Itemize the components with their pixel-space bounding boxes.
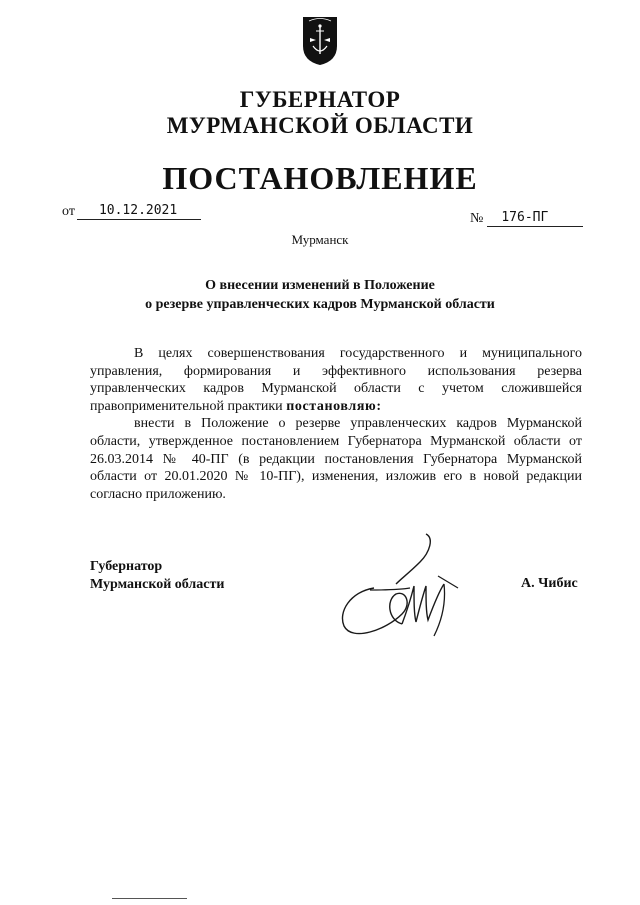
document-date: 10.12.2021 — [77, 203, 201, 220]
footer-line — [112, 898, 187, 899]
city: Мурманск — [291, 232, 349, 247]
signer-name: А. Чибис — [521, 576, 578, 591]
decree-keyword: постановляю: — [286, 398, 382, 414]
number-field — [470, 210, 583, 227]
document-number: 176-ПГ — [487, 210, 583, 227]
coat-of-arms-icon — [302, 16, 338, 66]
signatory-title — [90, 558, 224, 594]
authority-region: МУРМАНСКОЙ ОБЛАСТИ — [166, 113, 474, 138]
date-prefix: от — [62, 204, 75, 219]
number-sign: № — [470, 211, 484, 226]
authority-title: ГУБЕРНАТОР — [239, 87, 401, 112]
signatory-title-line-2: Мурманской области — [90, 577, 225, 592]
paragraph-preamble — [90, 345, 582, 415]
preamble-text: В целях совершенствования государственного и муниципального управления, формирования и эффективного использования резерва управленческих кадров Мурманской области с учетом сложившейся правоприменительной практики — [90, 346, 582, 414]
body-text — [90, 345, 582, 503]
subject-line-2: о резерве управленческих кадров Мурманской области — [145, 297, 495, 312]
subject-line-1: О внесении изменений в Положение — [205, 278, 435, 293]
handwritten-signature — [330, 528, 470, 658]
signatory-title-line-1: Губернатор — [90, 559, 163, 574]
document-type: ПОСТАНОВЛЕНИЕ — [162, 160, 478, 196]
paragraph-resolution: внести в Положение о резерве управленческих кадров Мурманской области, утвержденное постановлением Губернатора Мурманской области от 26.03.2014 № 40-ПГ (в редакции постановления Губернатора Мурманской области от 20.01.2020 № 10-ПГ), изменения, изложив его в новой редакции согласно приложению. — [90, 416, 582, 502]
date-field — [62, 203, 201, 220]
